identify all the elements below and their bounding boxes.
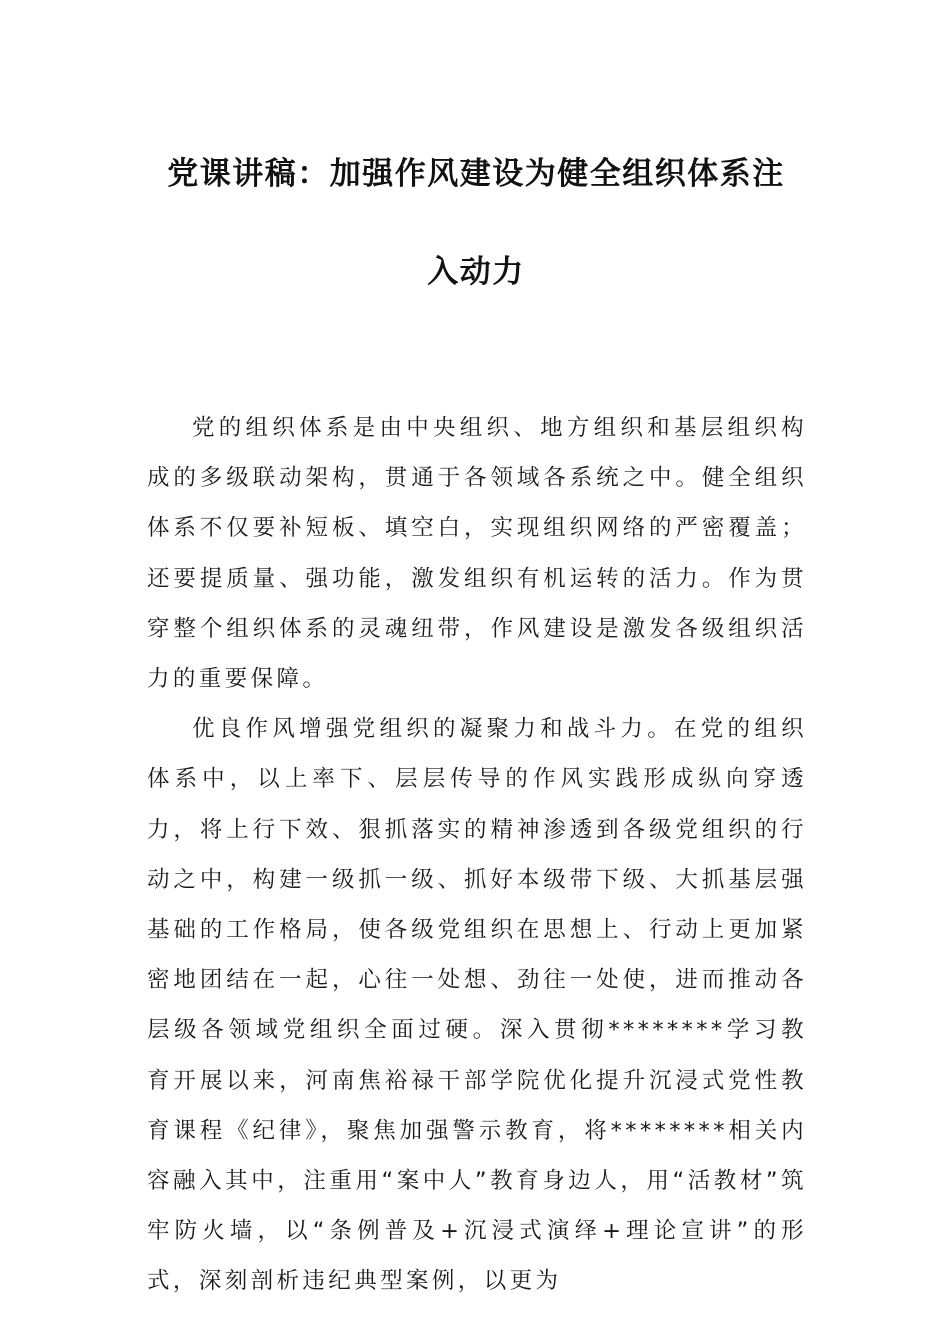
document-title-line-2: 入动力	[427, 254, 525, 290]
document-title-line-1: 党课讲稿：加强作风建设为健全组织体系注	[167, 156, 785, 192]
document-body	[147, 403, 807, 1307]
paragraph-2: 优良作风增强党组织的凝聚力和战斗力。在党的组织体系中，以上率下、层层传导的作风实践形成纵向穿透力，将上行下效、狠抓落实的精神渗透到各级党组织的行动之中，构建一级抓一级、抓好本级带下级、大抓基层强基础的工作格局，使各级党组织在思想上、行动上更加紧密地团结在一起，心往一处想、劲往一处使，进而推动各层级各领域党组织全面过硬。深入贯彻********学习教育开展以来，河南焦裕禄干部学院优化提升沉浸式党性教育课程《纪律》，聚焦加强警示教育，将********相关内容融入其中，注重用“案中人”教育身边人，用“活教材”筑牢防火墙，以“条例普及+沉浸式演绎+理论宣讲”的形式，深刻剖析违纪典型案例，以更为	[147, 716, 807, 1295]
paragraph-1: 党的组织体系是由中央组织、地方组织和基层组织构成的多级联动架构，贯通于各领域各系统之中。健全组织体系不仅要补短板、填空白，实现组织网络的严密覆盖；还要提质量、强功能，激发组织有机运转的活力。作为贯穿整个组织体系的灵魂纽带，作风建设是激发各级组织活力的重要保障。	[147, 415, 807, 693]
